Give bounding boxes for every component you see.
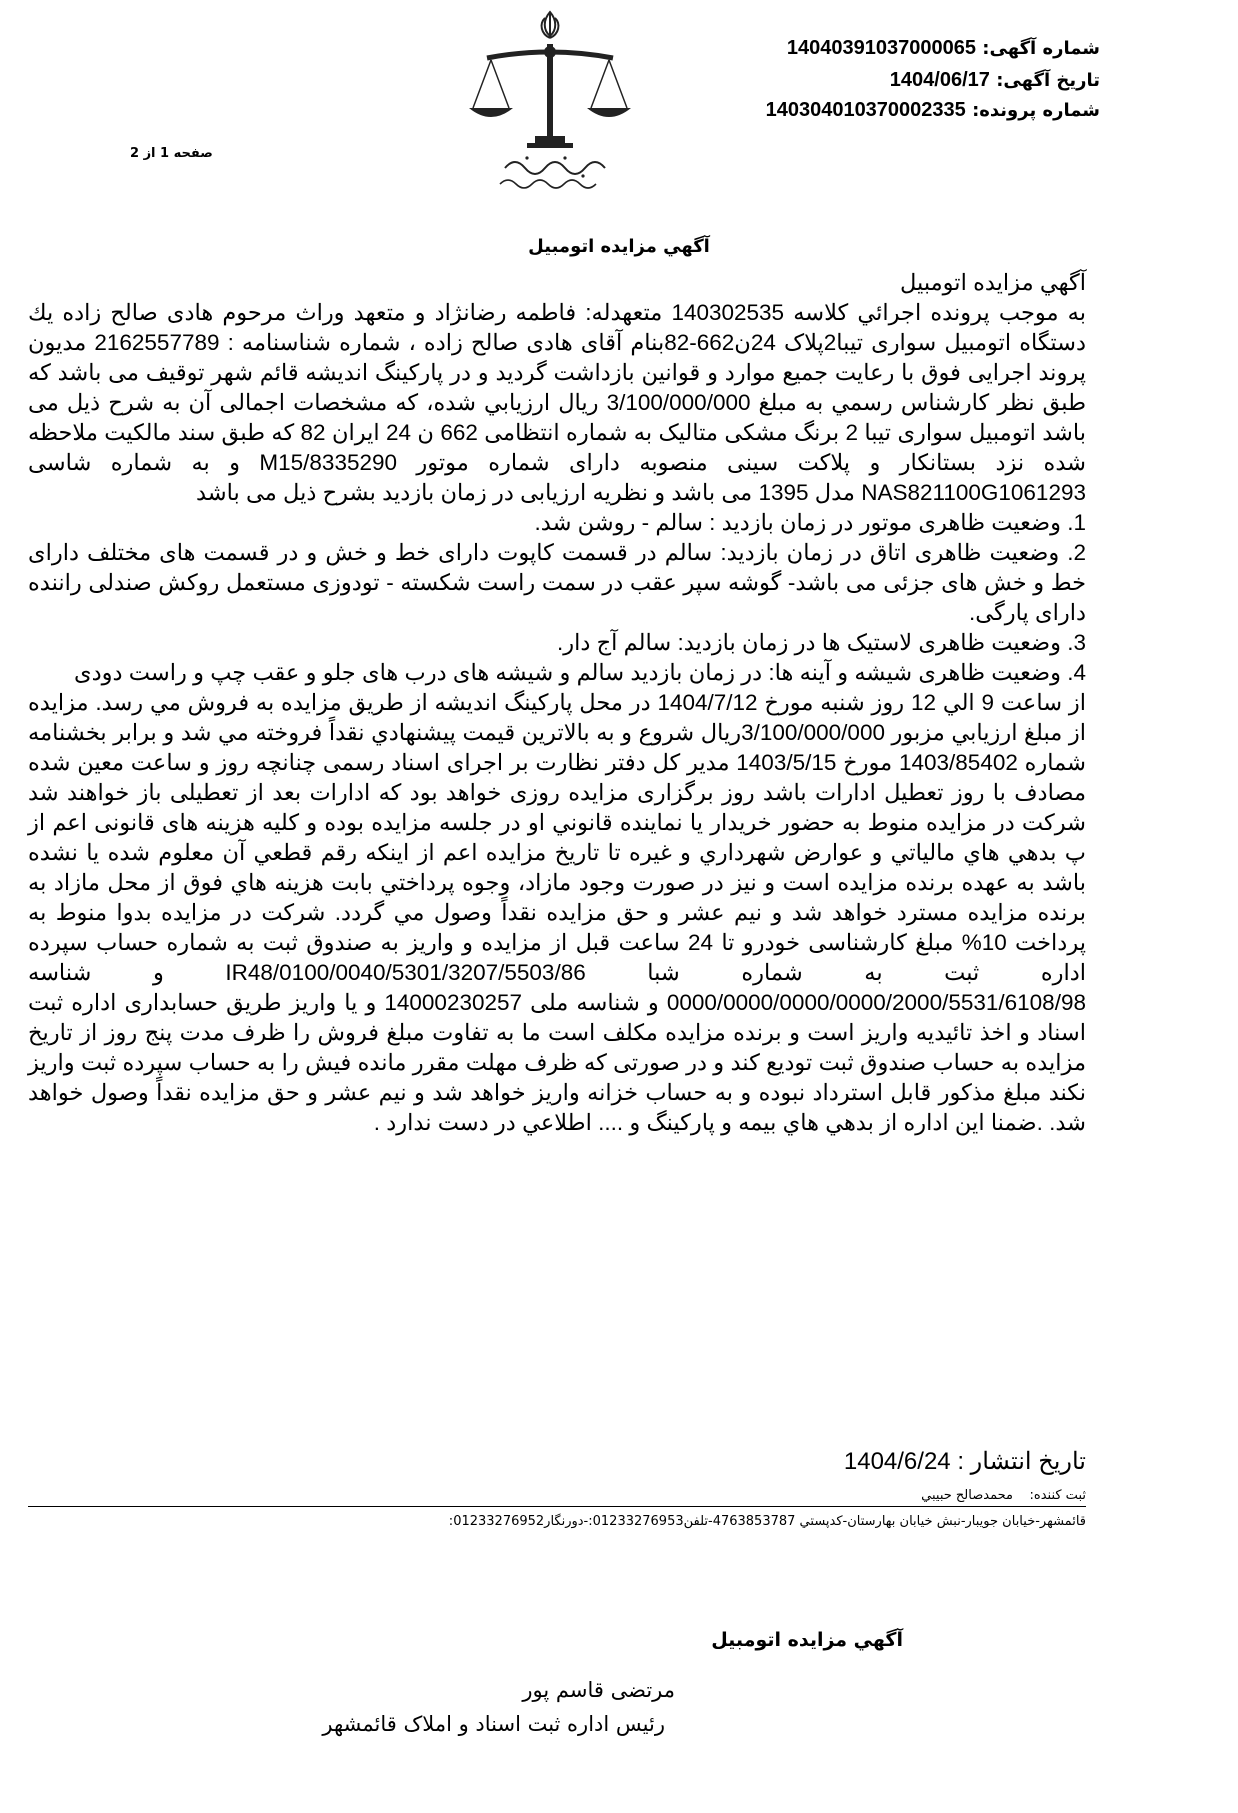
notice-title: آگهي مزايده اتومبيل: [528, 236, 710, 257]
notice-number-label: شماره آگهی:: [982, 38, 1100, 59]
signatory-role: رئیس اداره ثبت اسناد و املاک قائمشهر: [322, 1712, 665, 1736]
divider: [28, 1506, 1086, 1507]
office-address: قائمشهر-خیابان جویبار-نبش خیابان بهارستان-کدپستي 4763853787-تلفن01233276953:-دورنگار01233276952:: [448, 1514, 1086, 1529]
page-indicator: صفحه 1 از 2: [130, 146, 213, 161]
scales-of-justice-icon: [465, 8, 635, 193]
body-intro: به موجب پرونده اجرائي كلاسه 140302535 متعهدله: فاطمه رضانژاد و متعهد وراث مرحوم هادی صالح زاده يك دستگاه اتومبیل سواری تیبا2پلاک 24ن662-82بنام آقای هادی صالح زاده ، شماره شناسنامه : 2162557789 مدیون پروند اجرایی فوق با رعايت جميع موارد و قوانين بازداشت گرديد و در پارکینگ اندیشه قائم شهر توقیف می باشد كه طبق نظر كارشناس رسمي به مبلغ 3/100/000/000 ريال ارزيابي شده، كه مشخصات اجمالی آن به شرح ذيل می باشد اتومبیل سواری تیبا 2 برنگ مشکی متالیک به شماره انتظامی 662 ن 24 ایران 82 که طبق سند مالکیت ملاحظه شده نزد بستانکار و پلاکت سینی منصوبه دارای شماره موتور M15/8335290 و به شماره شاسی NAS821100G1061293 مدل 1395 می باشد و نظریه ارزیابی در زمان بازدید بشرح ذیل می باشد: [28, 300, 1086, 505]
notice-date-line: [890, 69, 1100, 92]
publication-date-label: تاريخ انتشار :: [957, 1448, 1086, 1475]
auction-terms: از ساعت 9 الي 12 روز شنبه مورخ 1404/7/12 در محل پارکینگ اندیشه از طريق مزايده به فروش مي رسد. مزايده از مبلغ ارزيابي مزبور 3/100/000/000ريال شروع و به بالاترين قيمت پيشنهادي نقداً فروخته مي شد و برابر بخشنامه شماره 1403/85402 مورخ 1403/5/15 مدير كل دفتر نظارت بر اجرای اسناد رسمی چنانچه روز و ساعت معین شده مصادف با روز تعطیل ادارات باشد روز برگزاری مزایده روزی خواهد بود که ادارات بعد از تعطیلی باز خواهند شد شركت در مزايده منوط به حضور خريدار يا نماينده قانوني او در جلسه مزايده بوده و كليه هزينه های قانونی اعم از پ بدهي هاي مالياتي و عوارض شهرداري و غيره تا تاريخ مزايده اعم از اينكه رقم قطعي آن معلوم شده يا نشده باشد به عهده برنده مزايده است و نيز در صورت وجود مازاد، وجوه پرداختي بابت هزينه هاي فوق از محل مازاد به برنده مزايده مسترد خواهد شد و نيم عشر و حق مزايده نقداً وصول مي گردد. شرکت در مزایده بدوا منوط به پرداخت 10% مبلغ کارشناسی خودرو تا 24 ساعت قبل از مزایده و واریز به صندوق ثبت به شماره حساب سپرده اداره ثبت به شماره شبا IR48/0100/0040/5301/3207/5503/86 و شناسه 0000/0000/0000/0000/2000/5531/6108/98 و شناسه ملی 14000230257 و یا واریز طریق حسابداری اداره ثبت اسناد و اخذ تائیدیه واریز است و برنده مزایده مکلف است ما به تفاوت مبلغ فروش را ظرف مدت پنج روز از تاریخ مزایده به حساب صندوق ثبت تودیع کند و در صورتی که ظرف مهلت مقرر مانده فیش را به حساب سپرده ثبت واریز نکند مبلغ مذکور قابل استرداد نبوده و به حساب خزانه واریز خواهد شد و نيم عشر و حق مزايده نقداً وصول خواهد شد. .ضمنا اين اداره از بدهي هاي بيمه و پاركينگ و .... اطلاعي در دست ندارد .: [28, 690, 1086, 1135]
case-number-label: شماره پرونده:: [972, 100, 1100, 121]
notice-date-label: تاریخ آگهی:: [996, 70, 1100, 91]
condition-item: 1. وضعیت ظاهری موتور در زمان بازدید : سالم - روشن شد.: [534, 510, 1086, 535]
notice-date: 1404/06/17: [889, 69, 990, 91]
notice-number-line: [787, 37, 1100, 60]
condition-item: 4. وضعیت ظاهری شیشه و آینه ها: در زمان بازدید سالم و شیشه های درب های جلو و عقب چپ و راست دودی: [74, 660, 1086, 685]
registrar-label: ثبت كننده:: [1029, 1488, 1086, 1503]
condition-item: 2. وضعیت ظاهری اتاق در زمان بازدید: سالم در قسمت کاپوت دارای خط و خش و در قسمت های مختلف دارای خط و خش های جزئی می باشد- گوشه سپر عقب در سمت راست شکسته - تودوزی مستعمل روکش صندلی راننده دارای پارگی.: [28, 540, 1086, 625]
condition-item: 3. وضعیت ظاهری لاستیک ها در زمان بازدید: سالم آج دار.: [557, 630, 1086, 655]
footer-title: آگهي مزايده اتومبيل: [711, 1629, 903, 1651]
registrar-name: محمدصالح حبيبي: [921, 1488, 1013, 1503]
publication-date-line: [844, 1447, 1086, 1476]
notice-number: 14040391037000065: [786, 37, 976, 59]
case-number: 140304010370002335: [765, 99, 966, 121]
signatory-name: مرتضی قاسم پور: [522, 1678, 675, 1702]
publication-date: 1404/6/24: [843, 1448, 951, 1475]
judiciary-logo: [465, 8, 635, 193]
case-number-line: [766, 99, 1100, 122]
registrar-line: [921, 1488, 1086, 1503]
notice-body: [28, 268, 1086, 1138]
body-subtitle: آگهي مزايده اتومبيل: [900, 270, 1086, 295]
